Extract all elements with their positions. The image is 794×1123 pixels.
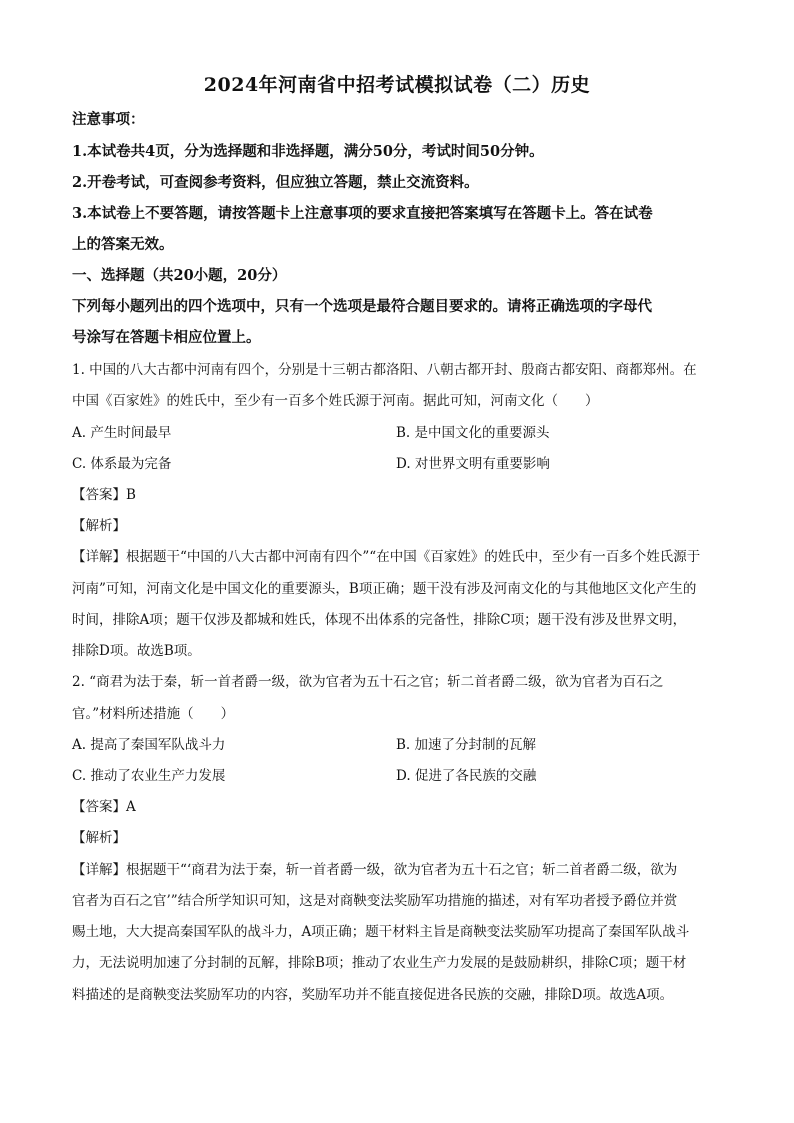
section-instruction: 下列每小题列出的四个选项中，只有一个选项是最符合题目要求的。请将正确选项的字母代 <box>72 298 652 315</box>
question-2-answer: 【答案】A <box>72 799 136 815</box>
question-2-option-c: C. 推动了农业生产力发展 <box>72 768 226 784</box>
notice-heading: 注意事项： <box>72 111 145 128</box>
notice-item: 2.开卷考试，可查阅参考资料，但应独立答题，禁止交流资料。 <box>72 174 479 191</box>
section-heading: 一、选择题（共20小题，20分） <box>72 267 287 284</box>
question-2-detail: 力，无法说明加速了分封制的瓦解，排除B项；推动了农业生产力发展的是鼓励耕织，排除C项；题干材 <box>72 955 687 971</box>
question-2-detail: 官者为百石之官’”结合所学知识可知，这是对商鞅变法奖励军功措施的描述，对有军功者授予爵位并赏 <box>72 893 678 909</box>
question-1-detail: 排除D项。故选B项。 <box>72 643 201 659</box>
question-1-option-a: A. 产生时间最早 <box>72 425 172 441</box>
notice-item: 3.本试卷上不要答题，请按答题卡上注意事项的要求直接把答案填写在答题卡上。答在试卷 <box>72 205 653 222</box>
question-2-stem: 官。”材料所述措施（ ） <box>72 706 235 722</box>
question-1-analysis: 【解析】 <box>72 518 126 534</box>
question-1-detail: 时间，排除A项；题干仅涉及都城和姓氏，体现不出体系的完备性，排除C项；题干没有涉及世界文明， <box>72 612 687 628</box>
question-1-option-c: C. 体系最为完备 <box>72 456 172 472</box>
question-2-option-d: D. 促进了各民族的交融 <box>396 768 537 784</box>
question-2-stem: 2. “商君为法于秦，斩一首者爵一级，欲为官者为五十石之官；斩二首者爵二级，欲为官者为百石之 <box>72 674 664 690</box>
question-1-detail: 河南”可知，河南文化是中国文化的重要源头，B项正确；题干没有涉及河南文化的与其他地区文化产生的 <box>72 581 697 597</box>
question-2-detail: 【详解】根据题干“‘商君为法于秦，斩一首者爵一级，欲为官者为五十石之官；斩二首者爵二级，欲为 <box>72 862 678 878</box>
question-2-option-a: A. 提高了秦国军队战斗力 <box>72 737 226 753</box>
question-2-analysis: 【解析】 <box>72 830 126 846</box>
notice-item: 上的答案无效。 <box>72 236 174 253</box>
section-instruction: 号涂写在答题卡相应位置上。 <box>72 329 261 346</box>
question-1-stem: 1. 中国的八大古都中河南有四个，分别是十三朝古都洛阳、八朝古都开封、殷商古都安阳、商都郑州。在 <box>72 362 697 378</box>
question-2-detail: 赐土地，大大提高秦国军队的战斗力，A项正确；题干材料主旨是商鞅变法奖励军功提高了秦国军队战斗 <box>72 924 690 940</box>
question-1-answer: 【答案】B <box>72 487 136 503</box>
notice-item: 1.本试卷共4页，分为选择题和非选择题，满分50分，考试时间50分钟。 <box>72 143 544 160</box>
page-title: 2024年河南省中招考试模拟试卷（二）历史 <box>203 74 591 96</box>
question-1-stem: 中国《百家姓》的姓氏中，至少有一百多个姓氏源于河南。据此可知，河南文化（ ） <box>72 393 599 409</box>
question-1-option-d: D. 对世界文明有重要影响 <box>396 456 550 472</box>
question-1-option-b: B. 是中国文化的重要源头 <box>396 425 550 441</box>
question-2-detail: 料描述的是商鞅变法奖励军功的内容，奖励军功并不能直接促进各民族的交融，排除D项。故选A项。 <box>72 987 674 1003</box>
question-1-detail: 【详解】根据题干“中国的八大古都中河南有四个”“在中国《百家姓》的姓氏中，至少有一百多个姓氏源于 <box>72 549 701 565</box>
question-2-option-b: B. 加速了分封制的瓦解 <box>396 737 537 753</box>
